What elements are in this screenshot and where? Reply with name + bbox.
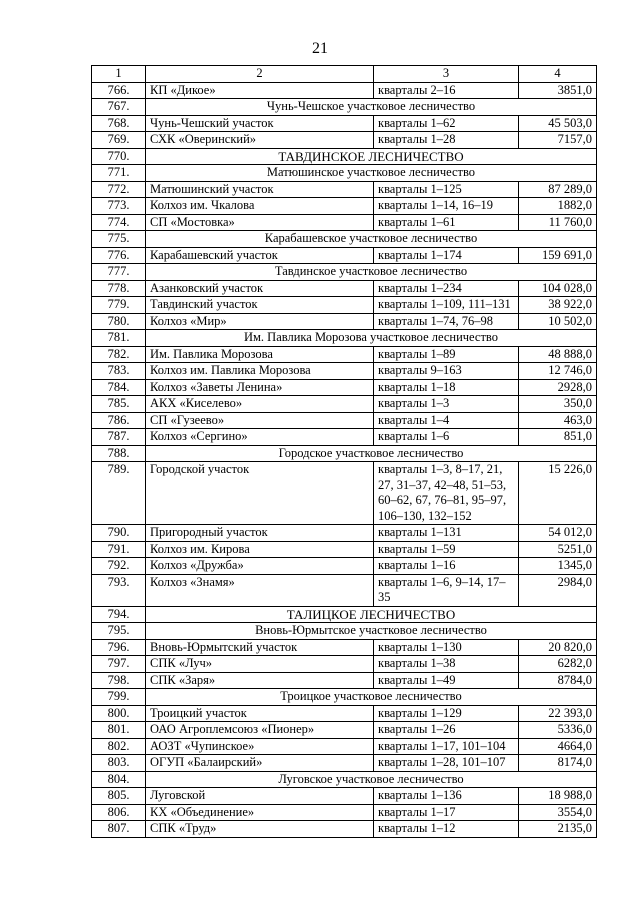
section-title: Им. Павлика Морозова участковое лесничество — [146, 330, 597, 347]
row-quarters: кварталы 1–3, 8–17, 21, 27, 31–37, 42–48, 51–53, 60–62, 67, 76–81, 95–97, 106–130, 132–152 — [374, 462, 519, 525]
row-name: Пригородный участок — [146, 525, 374, 542]
row-number: 797. — [92, 656, 146, 673]
row-number: 784. — [92, 379, 146, 396]
row-name: Колхоз им. Павлика Морозова — [146, 363, 374, 380]
row-number: 791. — [92, 541, 146, 558]
row-name: Луговской — [146, 788, 374, 805]
row-area: 38 922,0 — [519, 297, 597, 314]
table-row — [92, 132, 597, 149]
section-row — [92, 99, 597, 116]
table-row — [92, 396, 597, 413]
row-area: 159 691,0 — [519, 247, 597, 264]
table-row — [92, 788, 597, 805]
row-name: Колхоз им. Чкалова — [146, 198, 374, 215]
row-number: 766. — [92, 82, 146, 99]
row-quarters: кварталы 1–61 — [374, 214, 519, 231]
row-number: 806. — [92, 804, 146, 821]
row-name: СП «Мостовка» — [146, 214, 374, 231]
header-col-4: 4 — [519, 66, 597, 83]
row-number: 778. — [92, 280, 146, 297]
row-number: 774. — [92, 214, 146, 231]
row-number: 801. — [92, 722, 146, 739]
row-area: 1345,0 — [519, 558, 597, 575]
table-row — [92, 214, 597, 231]
section-title: Троицкое участковое лесничество — [146, 689, 597, 706]
table-row — [92, 574, 597, 606]
row-area: 12 746,0 — [519, 363, 597, 380]
row-name: Чунь-Чешский участок — [146, 115, 374, 132]
table-row — [92, 639, 597, 656]
row-number: 798. — [92, 672, 146, 689]
row-area: 1882,0 — [519, 198, 597, 215]
table-row — [92, 705, 597, 722]
section-row — [92, 689, 597, 706]
row-number: 794. — [92, 606, 146, 623]
row-area: 54 012,0 — [519, 525, 597, 542]
row-area: 8174,0 — [519, 755, 597, 772]
table-row — [92, 379, 597, 396]
table-row — [92, 722, 597, 739]
row-area: 350,0 — [519, 396, 597, 413]
table-row — [92, 755, 597, 772]
row-number: 779. — [92, 297, 146, 314]
row-name: Азанковский участок — [146, 280, 374, 297]
row-number: 800. — [92, 705, 146, 722]
row-name: СХК «Оверинский» — [146, 132, 374, 149]
row-number: 793. — [92, 574, 146, 606]
row-quarters: кварталы 1–17 — [374, 804, 519, 821]
row-name: Вновь-Юрмытский участок — [146, 639, 374, 656]
row-number: 796. — [92, 639, 146, 656]
row-quarters: кварталы 1–89 — [374, 346, 519, 363]
row-number: 773. — [92, 198, 146, 215]
row-number: 789. — [92, 462, 146, 525]
row-quarters: кварталы 1–109, 111–131 — [374, 297, 519, 314]
row-number: 767. — [92, 99, 146, 116]
row-area: 87 289,0 — [519, 181, 597, 198]
section-row — [92, 231, 597, 248]
section-row — [92, 445, 597, 462]
row-area: 45 503,0 — [519, 115, 597, 132]
table-row — [92, 115, 597, 132]
row-name: Троицкий участок — [146, 705, 374, 722]
row-name: ОГУП «Балаирский» — [146, 755, 374, 772]
section-title: ТАЛИЦКОЕ ЛЕСНИЧЕСТВО — [146, 606, 597, 623]
row-area: 7157,0 — [519, 132, 597, 149]
row-quarters: кварталы 1–130 — [374, 639, 519, 656]
row-quarters: кварталы 1–16 — [374, 558, 519, 575]
row-area: 10 502,0 — [519, 313, 597, 330]
row-number: 776. — [92, 247, 146, 264]
table-row — [92, 313, 597, 330]
row-number: 792. — [92, 558, 146, 575]
row-area: 5336,0 — [519, 722, 597, 739]
table-row — [92, 346, 597, 363]
row-quarters: кварталы 2–16 — [374, 82, 519, 99]
table-row — [92, 181, 597, 198]
row-quarters: кварталы 1–129 — [374, 705, 519, 722]
section-title: Карабашевское участковое лесничество — [146, 231, 597, 248]
row-quarters: кварталы 1–26 — [374, 722, 519, 739]
row-name: Карабашевский участок — [146, 247, 374, 264]
forestry-table — [91, 65, 597, 838]
row-number: 803. — [92, 755, 146, 772]
row-quarters: кварталы 1–6, 9–14, 17–35 — [374, 574, 519, 606]
section-title: Чунь-Чешское участковое лесничество — [146, 99, 597, 116]
row-name: СП «Гузеево» — [146, 412, 374, 429]
row-area: 20 820,0 — [519, 639, 597, 656]
row-number: 775. — [92, 231, 146, 248]
section-row — [92, 623, 597, 640]
section-title: Городское участковое лесничество — [146, 445, 597, 462]
row-name: Матюшинский участок — [146, 181, 374, 198]
row-area: 4664,0 — [519, 738, 597, 755]
row-name: СПК «Луч» — [146, 656, 374, 673]
row-area: 2135,0 — [519, 821, 597, 838]
row-quarters: кварталы 1–12 — [374, 821, 519, 838]
row-quarters: кварталы 1–136 — [374, 788, 519, 805]
row-number: 770. — [92, 148, 146, 165]
row-number: 769. — [92, 132, 146, 149]
row-quarters: кварталы 1–131 — [374, 525, 519, 542]
row-area: 104 028,0 — [519, 280, 597, 297]
table-row — [92, 672, 597, 689]
table-row — [92, 247, 597, 264]
row-number: 768. — [92, 115, 146, 132]
table-row — [92, 558, 597, 575]
row-name: Колхоз «Дружба» — [146, 558, 374, 575]
row-name: АОЗТ «Чупинское» — [146, 738, 374, 755]
table-body — [92, 82, 597, 837]
row-area: 22 393,0 — [519, 705, 597, 722]
row-number: 777. — [92, 264, 146, 281]
table-row — [92, 198, 597, 215]
section-row — [92, 330, 597, 347]
row-area: 3851,0 — [519, 82, 597, 99]
row-area: 11 760,0 — [519, 214, 597, 231]
row-number: 790. — [92, 525, 146, 542]
header-col-3: 3 — [374, 66, 519, 83]
row-area: 5251,0 — [519, 541, 597, 558]
row-quarters: кварталы 1–28, 101–107 — [374, 755, 519, 772]
row-quarters: кварталы 1–4 — [374, 412, 519, 429]
row-number: 805. — [92, 788, 146, 805]
row-name: Колхоз «Заветы Ленина» — [146, 379, 374, 396]
row-number: 783. — [92, 363, 146, 380]
row-name: Колхоз «Сергино» — [146, 429, 374, 446]
table-row — [92, 738, 597, 755]
row-area: 48 888,0 — [519, 346, 597, 363]
header-col-2: 2 — [146, 66, 374, 83]
table-row — [92, 412, 597, 429]
row-quarters: кварталы 1–6 — [374, 429, 519, 446]
row-number: 782. — [92, 346, 146, 363]
section-row — [92, 606, 597, 623]
row-name: КХ «Объединение» — [146, 804, 374, 821]
section-title: Луговское участковое лесничество — [146, 771, 597, 788]
row-number: 772. — [92, 181, 146, 198]
row-quarters: кварталы 1–3 — [374, 396, 519, 413]
row-name: ОАО Агроплемсоюз «Пионер» — [146, 722, 374, 739]
row-name: Колхоз им. Кирова — [146, 541, 374, 558]
row-quarters: кварталы 1–17, 101–104 — [374, 738, 519, 755]
row-name: Городской участок — [146, 462, 374, 525]
row-quarters: кварталы 1–14, 16–19 — [374, 198, 519, 215]
row-area: 8784,0 — [519, 672, 597, 689]
row-number: 804. — [92, 771, 146, 788]
section-title: Матюшинское участковое лесничество — [146, 165, 597, 182]
row-number: 781. — [92, 330, 146, 347]
row-name: АКХ «Киселево» — [146, 396, 374, 413]
table-row — [92, 363, 597, 380]
row-area: 15 226,0 — [519, 462, 597, 525]
table-row — [92, 297, 597, 314]
row-area: 851,0 — [519, 429, 597, 446]
row-number: 799. — [92, 689, 146, 706]
row-quarters: кварталы 1–59 — [374, 541, 519, 558]
header-col-1: 1 — [92, 66, 146, 83]
section-row — [92, 264, 597, 281]
table-row — [92, 804, 597, 821]
row-number: 788. — [92, 445, 146, 462]
row-quarters: кварталы 1–49 — [374, 672, 519, 689]
row-quarters: кварталы 1–18 — [374, 379, 519, 396]
table-row — [92, 82, 597, 99]
page-number: 21 — [312, 40, 328, 57]
table-row — [92, 821, 597, 838]
row-area: 463,0 — [519, 412, 597, 429]
row-number: 786. — [92, 412, 146, 429]
row-area: 2928,0 — [519, 379, 597, 396]
row-quarters: кварталы 1–62 — [374, 115, 519, 132]
row-name: Им. Павлика Морозова — [146, 346, 374, 363]
table-row — [92, 525, 597, 542]
section-title: Тавдинское участковое лесничество — [146, 264, 597, 281]
table-row — [92, 462, 597, 525]
row-name: СПК «Заря» — [146, 672, 374, 689]
row-area: 6282,0 — [519, 656, 597, 673]
row-quarters: кварталы 1–234 — [374, 280, 519, 297]
row-name: Колхоз «Мир» — [146, 313, 374, 330]
row-quarters: кварталы 1–174 — [374, 247, 519, 264]
row-name: СПК «Труд» — [146, 821, 374, 838]
section-row — [92, 165, 597, 182]
table-row — [92, 429, 597, 446]
table-row — [92, 656, 597, 673]
row-area: 18 988,0 — [519, 788, 597, 805]
row-quarters: кварталы 1–28 — [374, 132, 519, 149]
row-quarters: кварталы 9–163 — [374, 363, 519, 380]
section-title: Вновь-Юрмытское участковое лесничество — [146, 623, 597, 640]
table-header-row — [92, 66, 597, 83]
section-row — [92, 148, 597, 165]
section-title: ТАВДИНСКОЕ ЛЕСНИЧЕСТВО — [146, 148, 597, 165]
row-number: 771. — [92, 165, 146, 182]
row-number: 795. — [92, 623, 146, 640]
table-row — [92, 541, 597, 558]
row-name: Колхоз «Знамя» — [146, 574, 374, 606]
row-quarters: кварталы 1–74, 76–98 — [374, 313, 519, 330]
row-number: 787. — [92, 429, 146, 446]
row-number: 780. — [92, 313, 146, 330]
section-row — [92, 771, 597, 788]
row-number: 785. — [92, 396, 146, 413]
row-area: 3554,0 — [519, 804, 597, 821]
row-name: КП «Дикое» — [146, 82, 374, 99]
row-quarters: кварталы 1–125 — [374, 181, 519, 198]
row-name: Тавдинский участок — [146, 297, 374, 314]
row-number: 807. — [92, 821, 146, 838]
table-row — [92, 280, 597, 297]
row-number: 802. — [92, 738, 146, 755]
row-quarters: кварталы 1–38 — [374, 656, 519, 673]
row-area: 2984,0 — [519, 574, 597, 606]
